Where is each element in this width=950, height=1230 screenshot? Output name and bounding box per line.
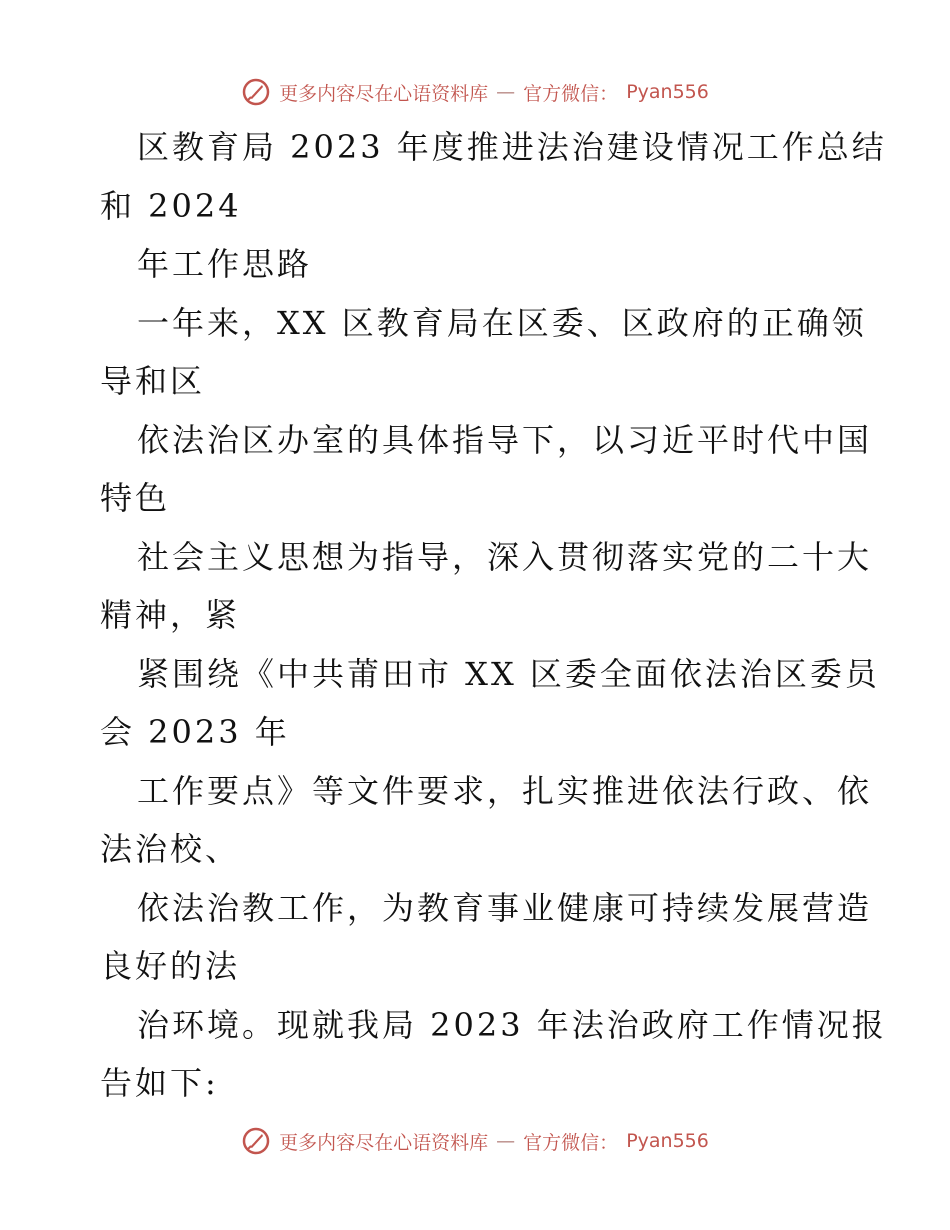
document-line: 社会主义思想为指导，深入贯彻落实党的二十大	[137, 537, 873, 576]
document-line: 年工作思路	[137, 245, 313, 283]
watermark-wechat-label: 官方微信：	[523, 1131, 619, 1154]
quill-logo-icon	[241, 1126, 271, 1156]
document-line: 会 2023 年	[100, 713, 290, 751]
watermark-separator: —	[496, 81, 516, 103]
watermark-wechat-id: Pyan556	[626, 1130, 709, 1152]
document-line: 导和区	[100, 362, 206, 400]
document-line: 精神，紧	[100, 596, 241, 634]
document-line: 紧围绕《中共莆田市 XX 区委全面依法治区委员	[137, 654, 880, 693]
document-line: 告如下:	[100, 1064, 219, 1102]
document-line: 依法治区办室的具体指导下，以习近平时代中国	[137, 420, 873, 459]
watermark-wechat-label: 官方微信：	[523, 82, 619, 105]
watermark-text: 更多内容尽在心语资料库	[279, 82, 489, 105]
document-body	[100, 118, 887, 1113]
watermark-text: 更多内容尽在心语资料库	[279, 1131, 489, 1154]
document-line: 工作要点》等文件要求，扎实推进依法行政、依	[137, 771, 873, 810]
document-line: 法治校、	[100, 830, 241, 868]
document-line: 依法治教工作，为教育事业健康可持续发展营造	[137, 888, 873, 927]
document-line: 区教育局 2023 年度推进法治建设情况工作总结	[137, 128, 887, 166]
watermark-wechat-id: Pyan556	[626, 81, 709, 103]
document-line: 和 2024	[100, 186, 242, 225]
quill-logo-icon	[241, 77, 271, 107]
watermark-footer	[0, 1121, 950, 1161]
document-line: 良好的法	[100, 947, 241, 985]
watermark-separator: —	[496, 1130, 516, 1152]
document-line: 一年来，XX 区教育局在区委、区政府的正确领	[137, 303, 867, 342]
document-line: 特色	[100, 479, 171, 517]
watermark-header	[0, 72, 950, 112]
document-line: 治环境。现就我局 2023 年法治政府工作情况报	[137, 1005, 887, 1044]
